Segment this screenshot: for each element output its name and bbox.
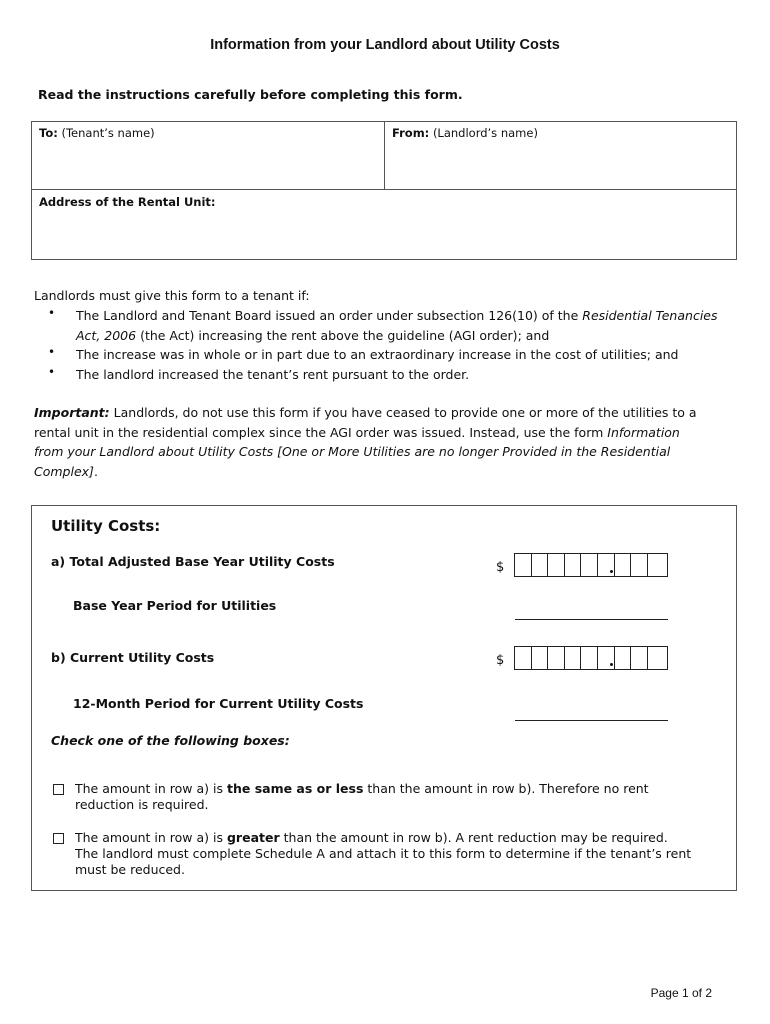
important-line-2 (34, 423, 680, 443)
row-a-amount-input[interactable] (514, 553, 668, 577)
bullet-1-line-1 (76, 306, 718, 326)
from-field[interactable] (392, 126, 538, 140)
option-1-text-a: The amount in row a) is (75, 781, 227, 796)
base-period-label: Base Year Period for Utilities (73, 598, 277, 613)
from-label: From: (392, 126, 430, 140)
current-period-label: 12-Month Period for Current Utility Costs (73, 696, 364, 711)
bullet-2-text: The increase was in whole or in part due to an extraordinary increase in the cost of utilities; and (76, 347, 679, 362)
row-a-currency: $ (496, 560, 505, 575)
option-1-text (75, 781, 649, 813)
bullet-1-italic-2: Act, 2006 (76, 328, 137, 343)
bullet-1-text-b: (the Act) increasing the rent above the guideline (AGI order); and (136, 328, 550, 343)
row-b-label: b) Current Utility Costs (51, 650, 215, 665)
to-hint: (Tenant’s name) (61, 126, 155, 140)
page-number: Page 1 of 2 (650, 986, 712, 1000)
bullet-1-text-a: The Landlord and Tenant Board issued an order under subsection 126(10) of the (76, 308, 583, 323)
to-label: To: (39, 126, 58, 140)
option-2-text-a: The amount in row a) is (75, 830, 227, 845)
important-line-4 (34, 462, 98, 482)
option-1-bold: the same as or less (226, 781, 364, 796)
header-table-vdivider (384, 121, 385, 190)
option-1-text-b: than the amount in row b). Therefore no rent (363, 781, 649, 796)
option-2-checkbox[interactable] (53, 833, 64, 844)
to-field[interactable] (39, 126, 155, 140)
important-text-b: rental unit in the residential complex since the AGI order was issued. Instead, use the form (34, 425, 608, 440)
option-2-bold: greater (226, 830, 280, 845)
bullet-1-italic-1: Residential Tenancies (582, 308, 718, 323)
option-2-text (75, 830, 691, 878)
important-end: . (93, 464, 98, 479)
option-2-text-d: must be reduced. (75, 862, 185, 877)
option-2-text-c: The landlord must complete Schedule A and attach it to this form to determine if the tenant’s rent (75, 846, 692, 861)
bullet-1-marker: • (48, 306, 56, 320)
address-field[interactable] (39, 195, 216, 209)
row-b-currency: $ (496, 653, 505, 668)
check-instruction: Check one of the following boxes: (51, 733, 290, 748)
option-1-text-c: reduction is required. (75, 797, 209, 812)
important-line-1 (34, 403, 697, 423)
important-text-a: Landlords, do not use this form if you have ceased to provide one or more of the utilities to a (109, 405, 697, 420)
conditions-intro: Landlords must give this form to a tenant if: (34, 288, 310, 303)
bullet-1-line-2 (76, 326, 549, 346)
base-period-input[interactable] (515, 619, 668, 620)
from-hint: (Landlord’s name) (432, 126, 538, 140)
bullet-3-text: The landlord increased the tenant’s rent pursuant to the order. (76, 367, 470, 382)
bullet-3-marker: • (48, 365, 56, 379)
instructions-text: Read the instructions carefully before completing this form. (38, 87, 463, 102)
row-a-label: a) Total Adjusted Base Year Utility Costs (51, 554, 335, 569)
header-table-hdivider (31, 189, 737, 190)
utility-costs-heading: Utility Costs: (51, 517, 161, 535)
important-italic-c: Complex] (34, 464, 94, 479)
address-label: Address of the Rental Unit: (39, 195, 216, 209)
option-2-text-b: than the amount in row b). A rent reduction may be required. (279, 830, 668, 845)
important-italic-b: from your Landlord about Utility Costs [One or More Utilities are no longer Provided in the Residential (34, 444, 671, 459)
important-italic-a: Information (607, 425, 680, 440)
bullet-2-marker: • (48, 345, 56, 359)
option-1-checkbox[interactable] (53, 784, 64, 795)
row-b-amount-input[interactable] (514, 646, 668, 670)
important-label: Important: (34, 405, 110, 420)
current-period-input[interactable] (515, 720, 668, 721)
form-title: Information from your Landlord about Utility Costs (210, 37, 560, 53)
